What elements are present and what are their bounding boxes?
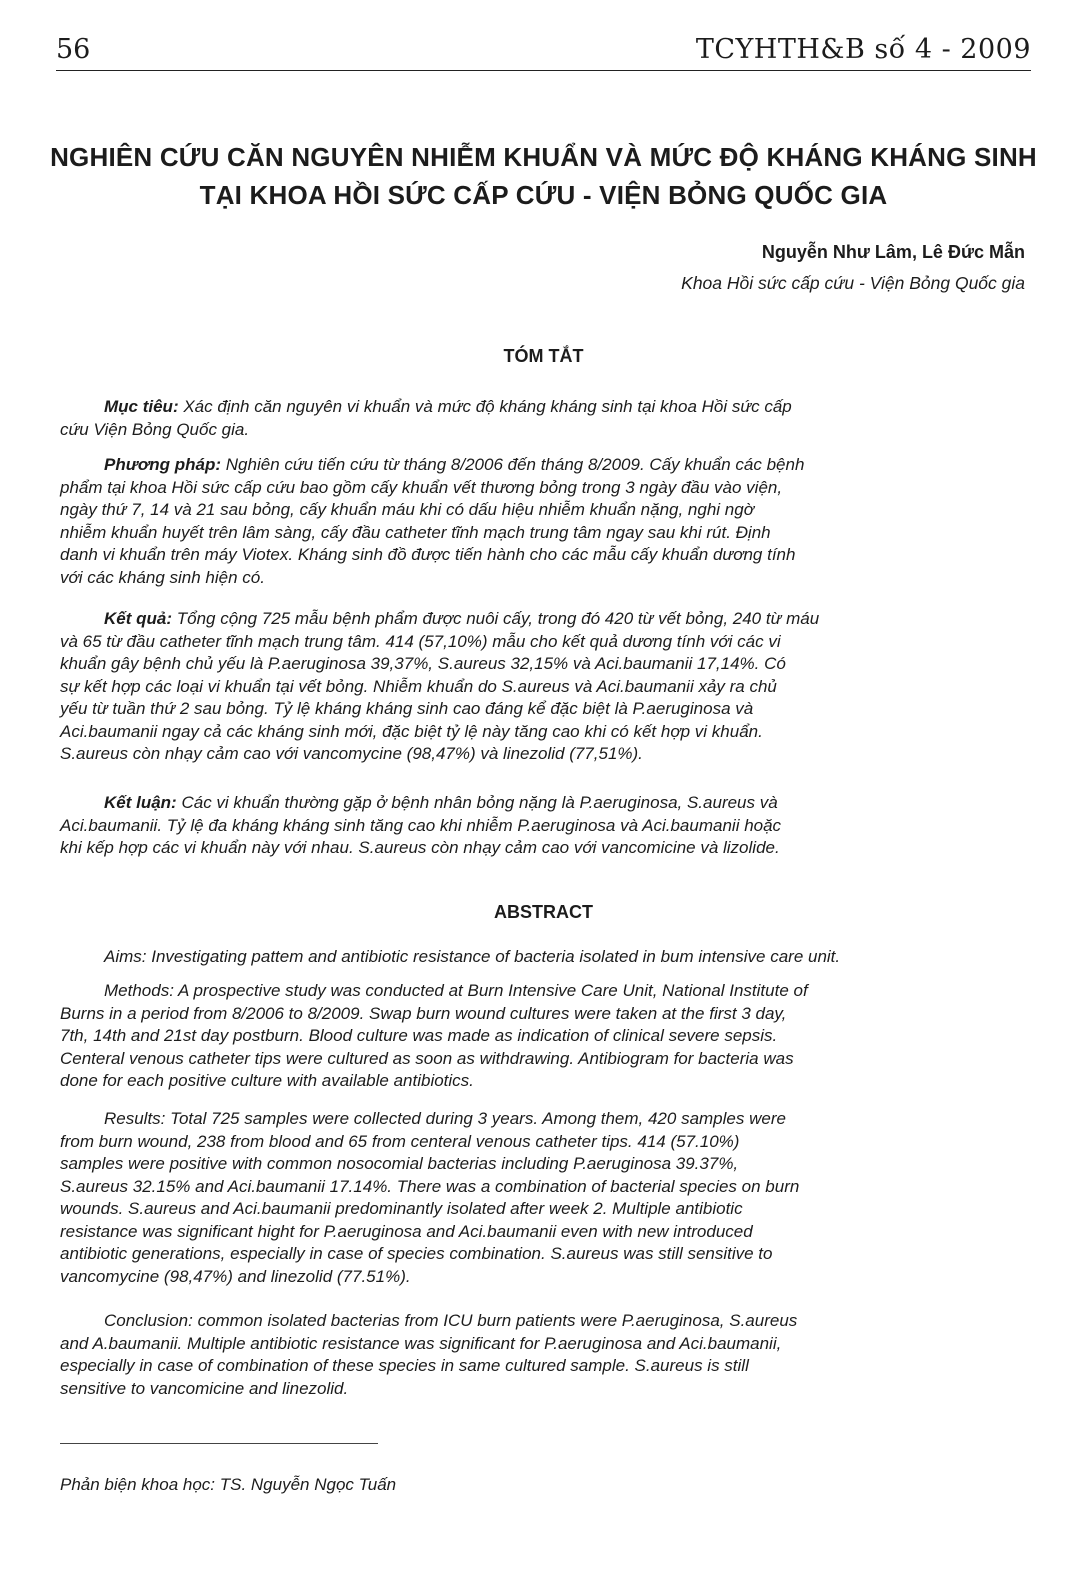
methods-line-2: Burns in a period from 8/2006 to 8/2009. Swap burn wound cultures were taken at the first 3 day, bbox=[60, 1003, 787, 1023]
results-paragraph bbox=[60, 608, 1027, 766]
affiliation: Khoa Hồi sức cấp cứu - Viện Bỏng Quốc gia bbox=[681, 273, 1025, 293]
conclusion-en-line-4: sensitive to vancomicine and linezolid. bbox=[60, 1378, 349, 1398]
conclusion-en-label: Conclusion: bbox=[104, 1311, 193, 1330]
results-line-6: Aci.baumanii ngay cả các kháng sinh mới, đặc biệt tỷ lệ này tăng cao khi có kết hợp vi khuẩn. bbox=[60, 721, 763, 741]
conclusion-en-line-3: especially in case of combination of these species in same cultured sample. S.aureus is still bbox=[60, 1356, 749, 1375]
results-en-label: Results: bbox=[104, 1109, 166, 1128]
header-divider bbox=[56, 70, 1031, 71]
results-en-paragraph bbox=[60, 1108, 1027, 1288]
method-line-3: ngày thứ 7, 14 và 21 sau bỏng, cấy khuẩn máu khi có dấu hiệu nhiễm khuẩn nặng, nghi ngờ bbox=[60, 500, 754, 519]
aims-line-1: Aims: Investigating pattem and antibiotic resistance of bacteria isolated in bum intensive care unit. bbox=[104, 947, 841, 966]
method-line-5: danh vi khuẩn trên máy Viotex. Kháng sinh đồ được tiến hành cho các mẫu cấy khuẩn dương tính bbox=[60, 545, 796, 564]
conclusion-line-2: Aci.baumanii. Tỷ lệ đa kháng kháng sinh tăng cao khi nhiễm P.aeruginosa và Aci.baumanii hoặc bbox=[60, 815, 782, 835]
objective-label: Mục tiêu: bbox=[104, 397, 179, 416]
results-en-line-6: resistance was significant hight for P.aeruginosa and Aci.baumanii even with new introduced bbox=[60, 1221, 753, 1241]
title-line-1: NGHIÊN CỨU CĂN NGUYÊN NHIỄM KHUẨN VÀ MỨC ĐỘ KHÁNG KHÁNG SINH bbox=[50, 142, 1037, 172]
conclusion-en-line-2: and A.baumanii. Multiple antibiotic resistance was significant for P.aeruginosa and Aci.baumanii, bbox=[60, 1333, 782, 1353]
aims-label: Aims: bbox=[104, 947, 147, 966]
results-line-1: Kết quả: Tổng cộng 725 mẫu bệnh phẩm được nuôi cấy, trong đó 420 từ vết bỏng, 240 từ máu bbox=[104, 609, 820, 628]
abstract-heading: ABSTRACT bbox=[494, 902, 593, 922]
results-en-line-2: from burn wound, 238 from blood and 65 from centeral venous catheter tips. 414 (57.10%) bbox=[60, 1131, 740, 1151]
method-paragraph bbox=[60, 454, 1027, 589]
methods-line-4: Centeral venous catheter tips were cultured as soon as withdrawing. Antibiogram for bacteria was bbox=[60, 1048, 794, 1068]
authors: Nguyễn Như Lâm, Lê Đức Mẫn bbox=[761, 242, 1025, 262]
summary-heading: TÓM TẮT bbox=[503, 346, 584, 366]
results-en-line-4: S.aureus 32.15% and Aci.baumanii 17.14%. There was a combination of bacterial species on burn bbox=[60, 1176, 800, 1196]
aims-paragraph bbox=[60, 946, 1027, 969]
method-line-6: với các kháng sinh hiện có. bbox=[60, 567, 265, 587]
results-en-line-1: Results: Total 725 samples were collected during 3 years. Among them, 420 samples were bbox=[104, 1109, 786, 1128]
conclusion-paragraph bbox=[60, 792, 1027, 860]
method-label: Phương pháp: bbox=[104, 455, 222, 474]
conclusion-en-paragraph bbox=[60, 1310, 1027, 1400]
objective-paragraph bbox=[60, 396, 1027, 441]
method-line-2: phẩm tại khoa Hồi sức cấp cứu bao gồm cấy khuẩn vết thương bỏng trong 3 ngày đầu vào viện, bbox=[60, 477, 783, 497]
results-label: Kết quả: bbox=[104, 609, 172, 628]
methods-paragraph bbox=[60, 980, 1027, 1093]
conclusion-line-1: Kết luận: Các vi khuẩn thường gặp ở bệnh nhân bỏng nặng là P.aeruginosa, S.aureus và bbox=[104, 793, 778, 812]
journal-issue: TCYHTH&B số 4 - 2009 bbox=[695, 34, 1031, 65]
results-line-5: yếu từ tuần thứ 2 sau bỏng. Tỷ lệ kháng kháng sinh cao đáng kể đặc biệt là P.aeruginosa và bbox=[60, 699, 754, 718]
methods-line-3: 7th, 14th and 21st day postburn. Blood culture was made as indication of clinical severe sepsis. bbox=[60, 1026, 778, 1045]
results-line-4: sự kết hợp các loại vi khuẩn tại vết bỏng. Nhiễm khuẩn do S.aureus và Aci.baumanii xảy ra chủ bbox=[60, 676, 777, 696]
method-line-4: nhiễm khuẩn huyết trên lâm sàng, cấy đầu catheter tĩnh mạch trung tâm ngay sau khi rút. Định bbox=[60, 522, 771, 542]
results-line-7: S.aureus còn nhạy cảm cao với vancomycine (98,47%) và linezolid (77,51%). bbox=[60, 744, 643, 763]
results-en-line-3: samples were positive with common nosocomial bacterias including P.aeruginosa 39.37%, bbox=[60, 1154, 739, 1173]
title-line-2: TẠI KHOA HỒI SỨC CẤP CỨU - VIỆN BỎNG QUỐC GIA bbox=[199, 180, 888, 210]
reviewer-footnote: Phản biện khoa học: TS. Nguyễn Ngọc Tuấn bbox=[60, 1475, 397, 1494]
results-en-line-8: vancomycine (98,47%) and linezolid (77.51%). bbox=[60, 1266, 411, 1286]
conclusion-en-line-1: Conclusion: common isolated bacterias from ICU burn patients were P.aeruginosa, S.aureus bbox=[104, 1311, 798, 1330]
methods-label: Methods: bbox=[104, 981, 174, 1000]
results-line-3: khuẩn gây bệnh chủ yếu là P.aeruginosa 39,37%, S.aureus 32,15% và Aci.baumanii 17,14%. Có bbox=[60, 654, 786, 673]
article-title bbox=[40, 138, 1047, 214]
methods-line-5: done for each positive culture with available antibiotics. bbox=[60, 1071, 474, 1090]
methods-line-1: Methods: A prospective study was conducted at Burn Intensive Care Unit, National Institute of bbox=[104, 981, 808, 1000]
method-line-1: Phương pháp: Nghiên cứu tiến cứu từ tháng 8/2006 đến tháng 8/2009. Cấy khuẩn các bệnh bbox=[104, 455, 805, 474]
footnote-divider bbox=[60, 1443, 378, 1444]
page-number: 56 bbox=[56, 34, 91, 65]
results-line-2: và 65 từ đầu catheter tĩnh mạch trung tâm. 414 (57,10%) mẫu cho kết quả dương tính với các vi bbox=[60, 631, 781, 651]
results-en-line-7: antibiotic generations, especially in case of species combination. S.aureus was still sensitive to bbox=[60, 1244, 773, 1263]
conclusion-line-3: khi kếp hợp các vi khuẩn này với nhau. S.aureus còn nhạy cảm cao với vancomicine và lizolide. bbox=[60, 838, 780, 857]
objective-line-1: Mục tiêu: Xác định căn nguyên vi khuẩn và mức độ kháng kháng sinh tại khoa Hồi sức cấp bbox=[104, 397, 792, 416]
running-header bbox=[56, 34, 1031, 68]
objective-line-2: cứu Viện Bỏng Quốc gia. bbox=[60, 419, 250, 439]
conclusion-label: Kết luận: bbox=[104, 793, 177, 812]
results-en-line-5: wounds. S.aureus and Aci.baumanii predominantly isolated after week 2. Multiple antibiotic bbox=[60, 1199, 743, 1218]
